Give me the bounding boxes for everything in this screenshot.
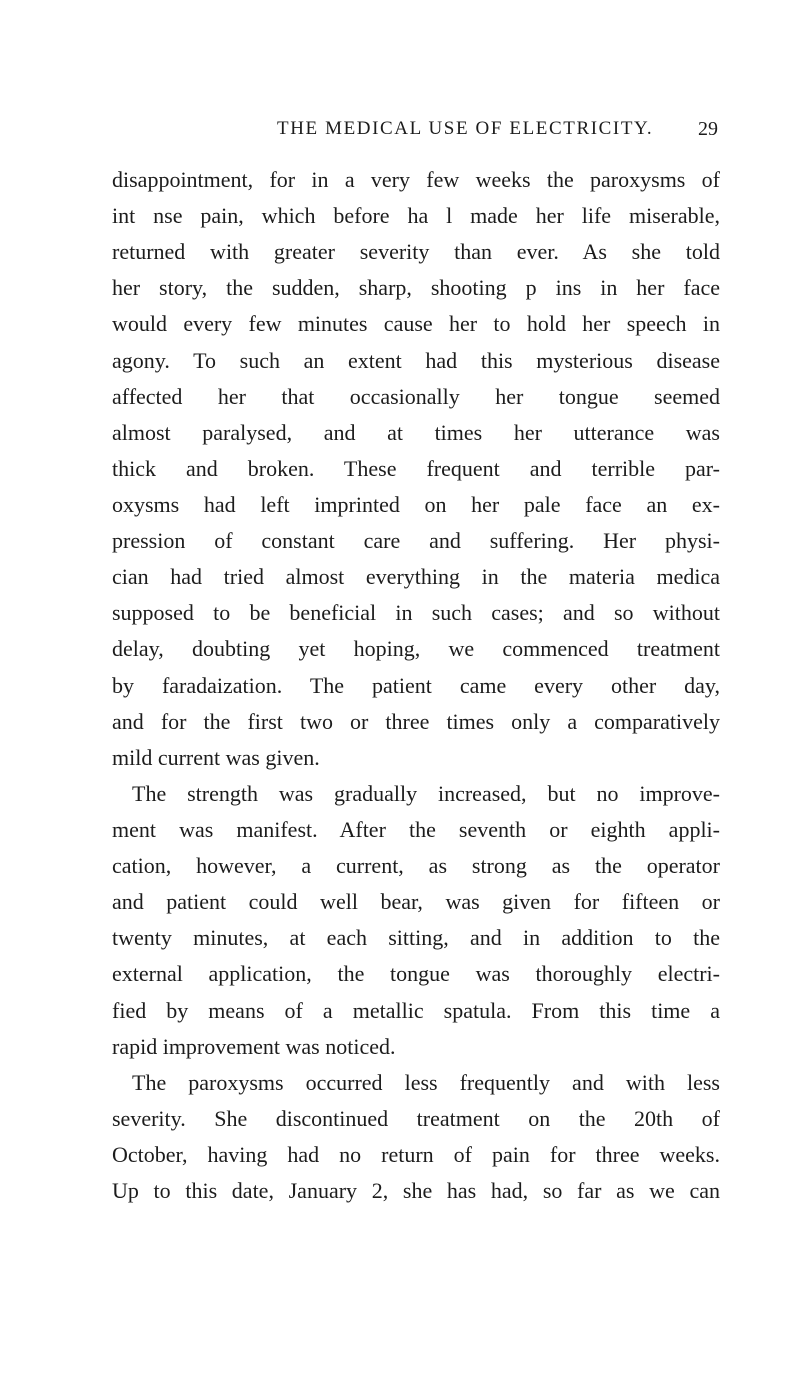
body-text	[112, 162, 720, 1209]
running-title: THE MEDICAL USE OF ELECTRICITY.	[277, 118, 654, 139]
text-line: affected her that occasionally her tongue seemed	[112, 383, 720, 409]
text-line: rapid improvement was noticed.	[112, 1033, 396, 1059]
text-line: The paroxysms occurred less frequently and with less	[132, 1069, 720, 1095]
text-line: ment was manifest. After the seventh or eighth appli-	[112, 816, 720, 842]
text-line: agony. To such an extent had this mysterious disease	[112, 347, 720, 373]
text-line: Up to this date, January 2, she has had, so far as we can	[112, 1178, 720, 1204]
text-line: and for the first two or three times only a comparatively	[112, 708, 720, 734]
text-line: October, having had no return of pain for three weeks.	[112, 1141, 720, 1167]
text-line: mild current was given.	[112, 744, 320, 770]
text-line: severity. She discontinued treatment on the 20th of	[112, 1105, 720, 1131]
text-line: almost paralysed, and at times her utterance was	[112, 419, 720, 445]
text-line: cation, however, a current, as strong as the operator	[112, 853, 720, 879]
text-line: supposed to be beneficial in such cases; and so without	[112, 600, 720, 626]
text-line: and patient could well bear, was given for fifteen or	[112, 889, 720, 915]
text-line: her story, the sudden, sharp, shooting p ins in her face	[112, 275, 720, 301]
text-line: disappointment, for in a very few weeks the paroxysms of	[112, 167, 720, 192]
text-line: The strength was gradually increased, but no improve-	[132, 780, 720, 806]
text-line: fied by means of a metallic spatula. From this time a	[112, 997, 720, 1023]
text-line: pression of constant care and suffering. Her physi-	[112, 528, 720, 554]
page-header	[0, 118, 800, 148]
text-line: oxysms had left imprinted on her pale face an ex-	[112, 491, 720, 517]
text-line: int nse pain, which before ha l made her life miserable,	[112, 203, 720, 229]
text-line: twenty minutes, at each sitting, and in addition to the	[112, 925, 720, 951]
text-line: would every few minutes cause her to hold her speech in	[112, 311, 720, 337]
text-line: by faradaization. The patient came every other day,	[112, 672, 720, 698]
text-line: returned with greater severity than ever. As she told	[112, 239, 720, 265]
text-line: cian had tried almost everything in the materia medica	[112, 564, 720, 590]
text-line: delay, doubting yet hoping, we commenced treatment	[112, 636, 720, 662]
text-line: thick and broken. These frequent and terrible par-	[112, 455, 720, 481]
page-number: 29	[698, 118, 718, 140]
text-line: external application, the tongue was thoroughly electri-	[112, 961, 720, 987]
